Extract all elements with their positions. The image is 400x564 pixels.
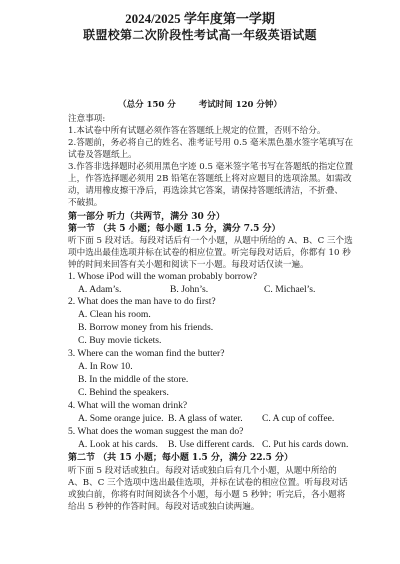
exam-time: 考试时间 120 分钟） [198,100,282,110]
option-a: A. Look at his cards. [78,439,158,450]
option-b: B. Use different cards. [168,439,255,450]
option-a: A. Clean his room. [78,309,151,320]
option-b: B. John’s. [170,284,209,295]
option-a: A. Some orange juice. [78,413,164,424]
part1-title: 第一部分 听力（共两节，满分 30 分） [68,212,225,222]
question-1: 1. Whose iPod will the woman probably borrow? [68,271,258,282]
option-c: C. A cup of coffee. [262,413,335,424]
exam-meta [0,98,400,110]
option-b: B. A glass of water. [168,413,243,424]
option-b: B. Borrow money from his friends. [78,322,214,333]
notice-item: 2.答题前，务必将自己的姓名、准考证号用 0.5 毫米黑色墨水签字笔填写在 [68,138,354,148]
section2-instruction: 听下面 5 段对话或独白。每段对话或独白后有几个小题，从题中所给的 [68,466,337,476]
section2-instruction: A、B、C 三个选项中选出最佳选项，并标在试卷的相应位置。听每段对话 [68,478,348,488]
question-5: 5. What does the woman suggest the man do? [68,426,244,437]
exam-title-year: 2024/2025 学年度第一学期 [125,11,275,26]
option-a: A. In Row 10. [78,361,133,372]
question-2: 2. What does the man have to do first? [68,296,216,307]
notice-item: 1.本试卷中所有试题必须作答在答题纸上规定的位置，否则不给分。 [68,126,326,136]
notice-item: 不破损。 [68,198,103,208]
section2-instruction: 给出 5 秒钟的作答时间。每段对话或独白读两遍。 [68,502,260,512]
option-c: C. Buy movie tickets. [78,335,162,346]
section2-title: 第二节 （共 15 小题；每小题 1.5 分，满分 22.5 分） [68,453,294,463]
notice-heading: 注意事项: [68,114,106,124]
notice-item: 上，作答选择题必须用 2B 铅笔在答题纸上将对应题目的选项涂黑。如需改 [68,174,352,184]
total-score: （总分 150 分 [118,100,176,110]
notice-item: 试卷及答题纸上。 [68,150,137,160]
question-4: 4. What will the woman drink? [68,400,188,411]
notice-item: 动，请用橡皮擦干净后，再选涂其它答案，请保持答题纸清洁，不折叠、 [68,186,344,196]
option-c: C. Put his cards down. [262,439,349,450]
exam-title: 联盟校第二次阶段性考试高一年级英语试题 [83,28,317,42]
option-c: C. Michael’s. [264,284,316,295]
option-c: C. Behind the speakers. [78,387,169,398]
option-b: B. In the middle of the store. [78,374,189,385]
question-3: 3. Where can the woman find the butter? [68,348,225,359]
option-a: A. Adam’s. [78,284,122,295]
notice-item: 3.作答非选择题时必须用黑色字迹 0.5 毫米签字笔书写在答题纸的指定位置 [68,162,354,172]
section2-instruction: 或独白前，你将有时间阅读各个小题，每小题 5 秒钟；听完后，各小题将 [68,490,346,500]
section1-instruction: 听下面 5 段对话。每段对话后有一个小题，从题中所给的 A、B、C 三个选 [68,236,353,246]
section1-instruction: 钟的时间来回答有关小题和阅读下一小题。每段对话仅读一遍。 [68,260,309,270]
section1-instruction: 项中选出最佳选项并标在试卷的相应位置。听完每段对话后，你都有 10 秒 [68,248,351,258]
section1-title: 第一节 （共 5 小题；每小题 1.5 分，满分 7.5 分） [68,224,281,234]
